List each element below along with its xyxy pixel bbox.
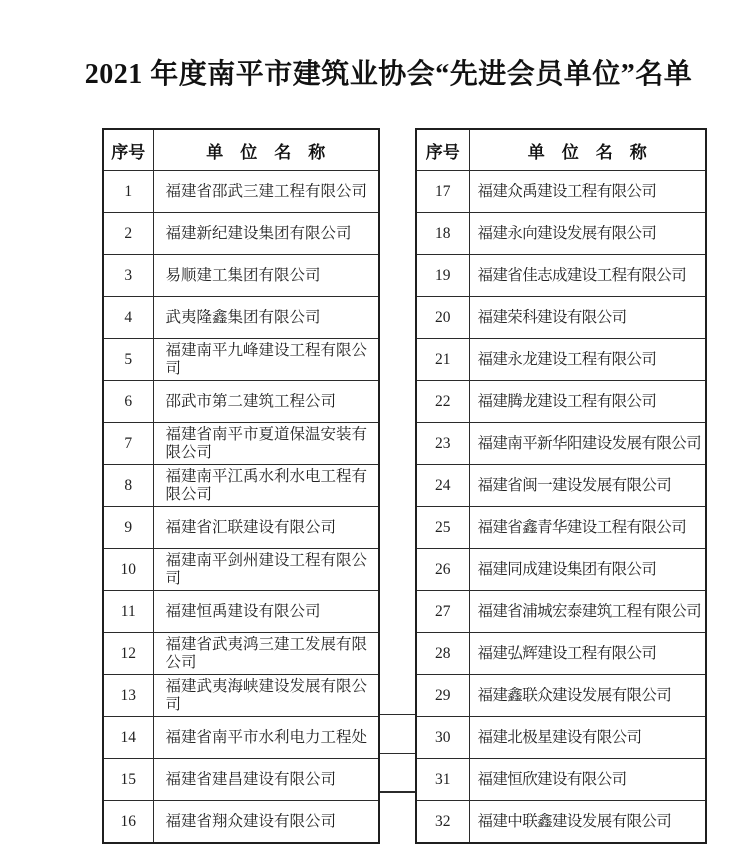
table-row [416,717,706,759]
table-row [103,339,379,381]
header-cell-unit-name: 单 位 名 称 [469,129,706,171]
company-name-cell: 福建省浦城宏泰建筑工程有限公司 [469,591,706,633]
row-number-cell: 30 [416,717,469,759]
company-name-cell: 福建南平九峰建设工程有限公司 [153,339,379,381]
table-row [416,213,706,255]
table-row [103,717,379,759]
company-name-cell: 福建弘辉建设工程有限公司 [469,633,706,675]
row-number-cell: 17 [416,171,469,213]
row-number-cell: 32 [416,801,469,844]
table-row [416,171,706,213]
row-number-cell: 20 [416,297,469,339]
row-number-cell: 6 [103,381,153,423]
table-row [103,297,379,339]
company-name-cell: 福建省闽一建设发展有限公司 [469,465,706,507]
table-row [103,675,379,717]
table-body-left [103,171,379,844]
table-row [103,549,379,591]
row-number-cell: 12 [103,633,153,675]
row-number-cell: 22 [416,381,469,423]
table-row [103,255,379,297]
company-name-cell: 福建省翔众建设有限公司 [153,801,379,844]
table-row [416,591,706,633]
company-name-cell: 福建南平新华阳建设发展有限公司 [469,423,706,465]
table-row [103,213,379,255]
company-name-cell: 福建省佳志成建设工程有限公司 [469,255,706,297]
row-number-cell: 15 [103,759,153,801]
table-row [103,591,379,633]
table-row [416,549,706,591]
table-header-row [103,129,379,171]
row-number-cell: 13 [103,675,153,717]
company-name-cell: 邵武市第二建筑工程公司 [153,381,379,423]
table-row [416,507,706,549]
company-name-cell: 福建永龙建设工程有限公司 [469,339,706,381]
table-body-right [416,171,706,844]
table-gap-bridge-line [380,753,415,754]
header-cell-index: 序号 [103,129,153,171]
company-name-cell: 福建北极星建设有限公司 [469,717,706,759]
row-number-cell: 5 [103,339,153,381]
row-number-cell: 14 [103,717,153,759]
row-number-cell: 23 [416,423,469,465]
table-row [416,423,706,465]
table-row [103,633,379,675]
page-title: 2021 年度南平市建筑业协会“先进会员单位”名单 [84,59,693,90]
row-number-cell: 8 [103,465,153,507]
table-row [416,633,706,675]
company-name-cell: 武夷隆鑫集团有限公司 [153,297,379,339]
company-name-cell: 福建荣科建设有限公司 [469,297,706,339]
row-number-cell: 3 [103,255,153,297]
company-name-cell: 福建恒欣建设有限公司 [469,759,706,801]
company-name-cell: 福建腾龙建设工程有限公司 [469,381,706,423]
table-gap-bridge-line [380,791,415,793]
row-number-cell: 9 [103,507,153,549]
advanced-members-table-left [102,128,380,844]
row-number-cell: 10 [103,549,153,591]
row-number-cell: 18 [416,213,469,255]
header-cell-index: 序号 [416,129,469,171]
company-name-cell: 福建南平剑州建设工程有限公司 [153,549,379,591]
company-name-cell: 福建省鑫青华建设工程有限公司 [469,507,706,549]
company-name-cell: 福建永向建设发展有限公司 [469,213,706,255]
row-number-cell: 26 [416,549,469,591]
table-row [103,171,379,213]
company-name-cell: 福建省邵武三建工程有限公司 [153,171,379,213]
company-name-cell: 福建同成建设集团有限公司 [469,549,706,591]
row-number-cell: 11 [103,591,153,633]
table-header-row [416,129,706,171]
table-gap-bridge-line [380,714,415,715]
table-row [103,381,379,423]
table-row [416,255,706,297]
row-number-cell: 16 [103,801,153,844]
row-number-cell: 7 [103,423,153,465]
company-name-cell: 福建恒禹建设有限公司 [153,591,379,633]
company-name-cell: 福建省武夷鸿三建工发展有限公司 [153,633,379,675]
company-name-cell: 福建省汇联建设有限公司 [153,507,379,549]
company-name-cell: 福建新纪建设集团有限公司 [153,213,379,255]
table-row [416,675,706,717]
company-name-cell: 福建省南平市夏道保温安装有限公司 [153,423,379,465]
company-name-cell: 福建中联鑫建设发展有限公司 [469,801,706,844]
row-number-cell: 29 [416,675,469,717]
row-number-cell: 28 [416,633,469,675]
table-row [416,339,706,381]
company-name-cell: 易顺建工集团有限公司 [153,255,379,297]
table-row [103,801,379,844]
table-row [416,297,706,339]
table-row [416,759,706,801]
row-number-cell: 21 [416,339,469,381]
row-number-cell: 1 [103,171,153,213]
company-name-cell: 福建武夷海峡建设发展有限公司 [153,675,379,717]
table-row [103,759,379,801]
company-name-cell: 福建众禹建设工程有限公司 [469,171,706,213]
row-number-cell: 24 [416,465,469,507]
company-name-cell: 福建省南平市水利电力工程处 [153,717,379,759]
table-row [416,381,706,423]
row-number-cell: 19 [416,255,469,297]
company-name-cell: 福建鑫联众建设发展有限公司 [469,675,706,717]
advanced-members-table-right [415,128,707,844]
company-name-cell: 福建南平江禹水利水电工程有限公司 [153,465,379,507]
row-number-cell: 25 [416,507,469,549]
row-number-cell: 2 [103,213,153,255]
table-row [103,507,379,549]
company-name-cell: 福建省建昌建设有限公司 [153,759,379,801]
table-row [416,465,706,507]
header-cell-unit-name: 单 位 名 称 [153,129,379,171]
table-row [103,423,379,465]
row-number-cell: 27 [416,591,469,633]
table-row [103,465,379,507]
table-row [416,801,706,844]
row-number-cell: 4 [103,297,153,339]
row-number-cell: 31 [416,759,469,801]
